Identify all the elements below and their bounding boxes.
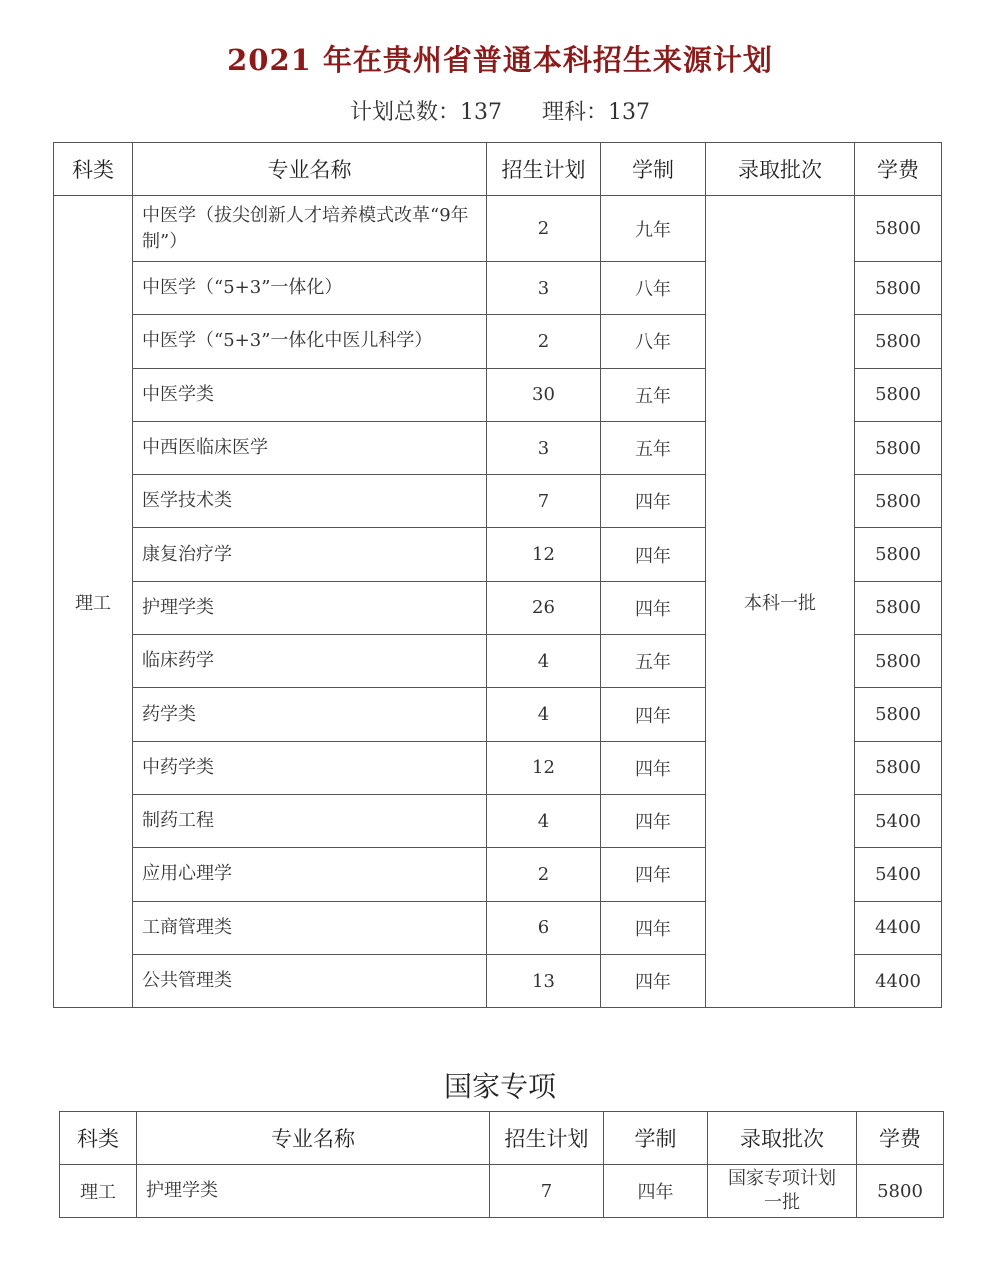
special-section-title: 国家专项 — [443, 1070, 556, 1103]
study-years: 四年 — [604, 1165, 708, 1218]
study-years: 四年 — [601, 581, 706, 634]
study-years: 五年 — [601, 635, 706, 688]
batch-cell: 本科一批 — [706, 196, 855, 1008]
plan-count: 2 — [487, 315, 601, 368]
table-row — [54, 196, 942, 262]
plan-count: 12 — [487, 528, 601, 581]
col-header-years: 学制 — [601, 143, 706, 196]
category-cell: 理工 — [60, 1165, 137, 1218]
special-plan-table — [59, 1111, 944, 1218]
tuition-fee: 5400 — [855, 794, 942, 847]
tuition-fee: 5800 — [855, 262, 942, 315]
col-header-years: 学制 — [604, 1112, 708, 1165]
major-name: 公共管理类 — [133, 954, 487, 1007]
tuition-fee: 5800 — [855, 741, 942, 794]
major-name: 中医学（“5+3”一体化中医儿科学） — [133, 315, 487, 368]
study-years: 四年 — [601, 741, 706, 794]
tuition-fee: 5800 — [855, 528, 942, 581]
batch-line-1: 国家专项计划 — [728, 1168, 836, 1189]
major-name: 制药工程 — [133, 794, 487, 847]
tuition-fee: 5800 — [855, 315, 942, 368]
table-row — [60, 1165, 944, 1218]
major-name: 工商管理类 — [133, 901, 487, 954]
batch-cell — [708, 1165, 857, 1218]
col-header-category: 科类 — [60, 1112, 137, 1165]
study-years: 四年 — [601, 954, 706, 1007]
study-years: 五年 — [601, 421, 706, 474]
major-name: 应用心理学 — [133, 848, 487, 901]
plan-count: 30 — [487, 368, 601, 421]
study-years: 四年 — [601, 528, 706, 581]
major-name: 中医学（“5+3”一体化） — [133, 262, 487, 315]
plan-count: 4 — [487, 688, 601, 741]
tuition-fee: 4400 — [855, 954, 942, 1007]
tuition-fee: 5800 — [855, 475, 942, 528]
study-years: 四年 — [601, 901, 706, 954]
col-header-batch: 录取批次 — [706, 143, 855, 196]
study-years: 九年 — [601, 196, 706, 262]
plan-count: 12 — [487, 741, 601, 794]
plan-count: 2 — [487, 196, 601, 262]
plan-count: 7 — [490, 1165, 604, 1218]
table-header-row — [54, 143, 942, 196]
study-years: 四年 — [601, 475, 706, 528]
major-name: 中医学类 — [133, 368, 487, 421]
tuition-fee: 5800 — [855, 196, 942, 262]
col-header-major: 专业名称 — [133, 143, 487, 196]
plan-count: 3 — [487, 421, 601, 474]
enrollment-plan-table — [53, 142, 942, 1008]
col-header-fee: 学费 — [857, 1112, 944, 1165]
major-name: 中医学（拔尖创新人才培养模式改革“9年制”） — [133, 196, 487, 262]
science-count: 理科：137 — [542, 100, 650, 125]
tuition-fee: 5800 — [855, 635, 942, 688]
col-header-plan: 招生计划 — [490, 1112, 604, 1165]
plan-count: 4 — [487, 794, 601, 847]
batch-line-2: 一批 — [764, 1192, 800, 1213]
col-header-major: 专业名称 — [137, 1112, 490, 1165]
major-name: 临床药学 — [133, 635, 487, 688]
study-years: 四年 — [601, 688, 706, 741]
tuition-fee: 5800 — [855, 688, 942, 741]
plan-count: 6 — [487, 901, 601, 954]
major-name: 康复治疗学 — [133, 528, 487, 581]
tuition-fee: 5800 — [855, 581, 942, 634]
major-name: 药学类 — [133, 688, 487, 741]
major-name: 医学技术类 — [133, 475, 487, 528]
col-header-category: 科类 — [54, 143, 133, 196]
plan-count: 7 — [487, 475, 601, 528]
study-years: 四年 — [601, 848, 706, 901]
tuition-fee: 5400 — [855, 848, 942, 901]
page-title: 2021 年在贵州省普通本科招生来源计划 — [227, 43, 773, 77]
major-name: 护理学类 — [137, 1165, 490, 1218]
plan-count: 26 — [487, 581, 601, 634]
tuition-fee: 4400 — [855, 901, 942, 954]
plan-count: 3 — [487, 262, 601, 315]
col-header-fee: 学费 — [855, 143, 942, 196]
table-header-row — [60, 1112, 944, 1165]
study-years: 八年 — [601, 262, 706, 315]
major-name: 中西医临床医学 — [133, 421, 487, 474]
study-years: 五年 — [601, 368, 706, 421]
major-name: 中药学类 — [133, 741, 487, 794]
plan-count: 2 — [487, 848, 601, 901]
category-cell: 理工 — [54, 196, 133, 1008]
col-header-plan: 招生计划 — [487, 143, 601, 196]
plan-count: 4 — [487, 635, 601, 688]
plan-count: 13 — [487, 954, 601, 1007]
col-header-batch: 录取批次 — [708, 1112, 857, 1165]
study-years: 四年 — [601, 794, 706, 847]
total-count: 计划总数：137 — [350, 100, 502, 125]
major-name: 护理学类 — [133, 581, 487, 634]
tuition-fee: 5800 — [857, 1165, 944, 1218]
tuition-fee: 5800 — [855, 421, 942, 474]
tuition-fee: 5800 — [855, 368, 942, 421]
plan-summary — [0, 95, 1000, 126]
study-years: 八年 — [601, 315, 706, 368]
